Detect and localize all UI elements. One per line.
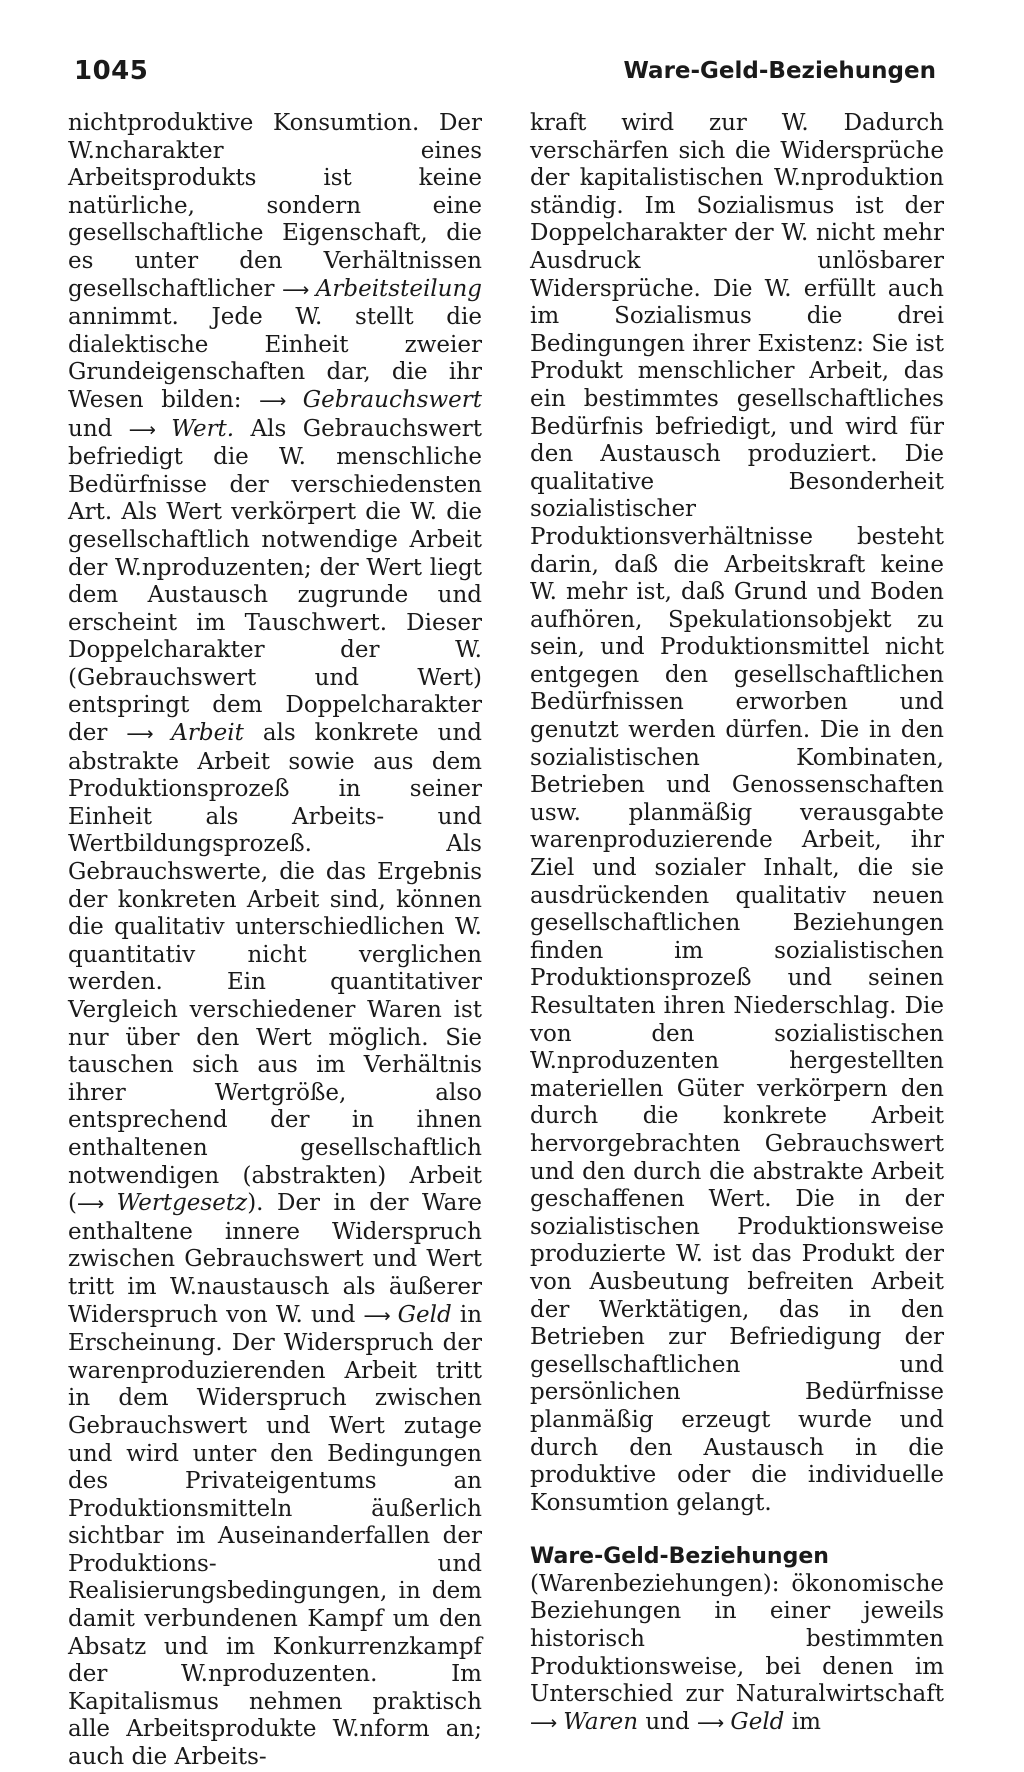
dictionary-entry	[530, 1543, 944, 1737]
text-segment: als konkrete und abstrakte Arbeit sowie aus dem Produktionsprozeß in seiner Einheit als Arbeits- und Wertbildungsprozeß. Als Gebrauchswerte, die das Ergebnis der konkreten Arbeit sind, können die qualitativ unterschiedlichen W. quantitativ nicht verglichen werden. Ein quantitativer Vergleich verschiedener Waren ist nur über den Wert möglich. Sie tauschen sich aus im Verhältnis ihrer Wertgröße, also entsprechend der in ihnen enthaltenen gesellschaftlich notwendigen (abstrakten) Arbeit (	[68, 720, 483, 1217]
cross-reference-arrow-icon: ⟶	[697, 1711, 731, 1734]
right-column	[530, 110, 944, 1737]
text-segment: nichtproduktive Konsumtion. Der W.ncharakter eines Arbeitsprodukts ist keine natürliche, sondern eine gesellschaftliche Eigenschaft, die es unter den Verhältnissen gesellschaftlicher	[68, 110, 482, 302]
text-segment: und	[68, 415, 129, 442]
left-column	[68, 110, 482, 1772]
cross-reference-arrow-icon: ⟶	[363, 1304, 398, 1327]
text-segment: annimmt. Jede W. stellt die dialektische Einheit zweier Grundeigenschaften dar, die ihr Wesen bilden:	[68, 304, 482, 413]
text-segment: und	[638, 1708, 698, 1735]
left-paragraph	[68, 110, 482, 1772]
cross-reference-link[interactable]: Wert.	[171, 415, 235, 442]
text-segment: ). Der in der Ware enthaltene innere Widerspruch zwischen Gebrauchswert und Wert tritt im W.naustausch als äußerer Widerspruch von W. und	[68, 1190, 482, 1328]
cross-reference-link[interactable]: Arbeitsteilung	[315, 275, 483, 302]
cross-reference-link[interactable]: Arbeit	[171, 720, 244, 747]
right-paragraph: kraft wird zur W. Dadurch verschärfen sich die Widersprüche der kapitalistischen W.nproduktion ständig. Im Sozialismus ist der Doppelcharakter der W. nicht mehr Ausdruck unlösbarer Widersprüche. Die W. erfüllt auch im Sozialismus die drei Bedingungen ihrer Existenz: Sie ist Produkt menschlicher Arbeit, das ein bestimmtes gesellschaftliches Bedürfnis befriedigt, und wird für den Austausch produziert. Die qualitative Besonderheit sozialistischer Produktionsverhältnisse besteht darin, daß die Arbeitskraft keine W. mehr ist, daß Grund und Boden aufhören, Spekulationsobjekt zu sein, und Produktionsmittel nicht entgegen den gesellschaftlichen Bedürfnissen erworben und genutzt werden dürfen. Die in den sozialistischen Kombinaten, Betrieben und Genossenschaften usw. planmäßig verausgabte warenproduzierende Arbeit, ihr Ziel und sozialer Inhalt, die sie ausdrückenden qualitativ neuen gesellschaftlichen Beziehungen finden im sozialistischen Produktionsprozeß und seinen Resultaten ihren Niederschlag. Die von den sozialistischen W.nproduzenten hergestellten materiellen Güter verkörpern den durch die konkrete Arbeit hervorgebrachten Gebrauchswert und den durch die abstrakte Arbeit geschaffenen Wert. Die in der sozialistischen Produktionsweise produzierte W. ist das Produkt der von Ausbeutung befreiten Arbeit der Werktätigen, das in den Betrieben zur Befriedigung der gesellschaftlichen und persönlichen Bedürfnisse planmäßig erzeugt wurde und durch den Austausch in die produktive oder die individuelle Konsumtion gelangt.	[530, 110, 944, 1516]
text-segment: Als Gebrauchswert befriedigt die W. menschliche Bedürfnisse der verschiedensten Art. Als Wert verkörpert die W. die gesellschaftlich notwendige Arbeit der W.nproduzenten; der Wert liegt dem Austausch zugrunde und erscheint im Tauschwert. Dieser Doppelcharakter der W. (Gebrauchswert und Wert) entspringt dem Doppelcharakter der	[68, 415, 483, 747]
cross-reference-arrow-icon: ⟶	[128, 418, 172, 441]
text-segment: in Erscheinung. Der Widerspruch der warenproduzierenden Arbeit tritt in dem Widerspruch zwischen Gebrauchswert und Wert zutage und wird unter den Bedingungen des Privateigentums an Produktionsmitteln äußerlich sichtbar im Auseinanderfallen der Produktions- und Realisierungsbedingungen, in dem damit verbundenen Kampf um den Absatz und im Konkurrenzkampf der W.nproduzenten. Im Kapitalismus nehmen praktisch alle Arbeitsprodukte W.nform an; auch die Arbeits-	[68, 1301, 483, 1771]
entry-headword: Ware-Geld-Beziehungen	[530, 1544, 829, 1570]
cross-reference-link[interactable]: Geld	[730, 1708, 785, 1735]
page-number: 1045	[74, 56, 149, 86]
cross-reference-arrow-icon: ⟶	[126, 723, 172, 746]
cross-reference-link[interactable]: Gebrauchswert	[302, 386, 482, 413]
cross-reference-arrow-icon: ⟶	[282, 278, 316, 301]
cross-reference-arrow-icon: ⟶	[76, 1193, 117, 1216]
cross-reference-link[interactable]: Waren	[563, 1708, 639, 1735]
entry-spacer	[530, 1517, 944, 1543]
text-segment: (Warenbeziehungen): ökonomische Beziehungen in einer jeweils historisch bestimmten Produktionsweise, bei denen im Unterschied zur Naturalwirtschaft	[530, 1570, 944, 1708]
cross-reference-arrow-icon: ⟶	[530, 1711, 564, 1734]
cross-reference-arrow-icon: ⟶	[259, 389, 303, 412]
cross-reference-link[interactable]: Wertgesetz	[116, 1190, 248, 1217]
cross-reference-link[interactable]: Geld	[397, 1301, 452, 1328]
running-head: Ware-Geld-Beziehungen	[623, 58, 936, 84]
text-segment: im	[784, 1708, 821, 1735]
